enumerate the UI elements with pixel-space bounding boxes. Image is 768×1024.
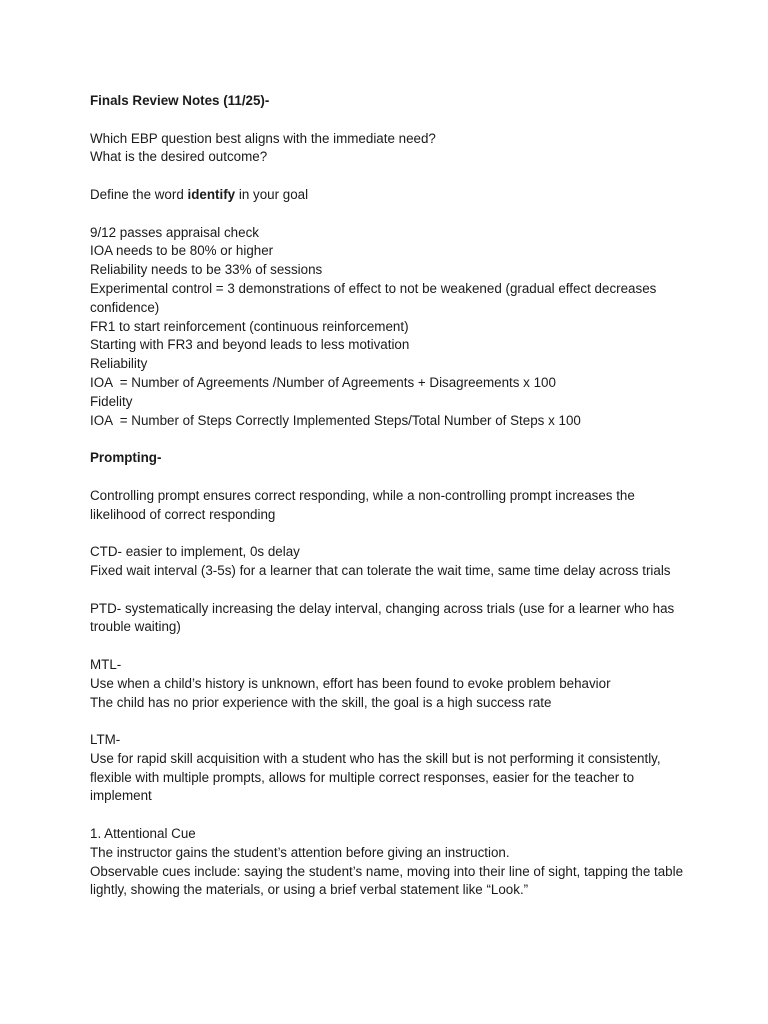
criteria-line: Fidelity <box>90 393 133 409</box>
ltm-paragraph: Use for rapid skill acquisition with a student who has the skill but is not performing it consistently, flexible with multiple prompts, allows for multiple correct responses, easier for the teacher to implement <box>90 750 665 804</box>
define-prefix: Define the word <box>90 186 188 202</box>
mtl-line: Use when a child’s history is unknown, effort has been found to evoke problem behavior <box>90 675 611 691</box>
spacer <box>90 167 690 186</box>
document-page <box>90 92 690 900</box>
criteria-line: IOA needs to be 80% or higher <box>90 243 274 259</box>
document-title: Finals Review Notes (11/25)- <box>90 93 270 108</box>
spacer <box>90 111 690 130</box>
attentional-cue-line: Observable cues include: saying the student’s name, moving into their line of sight, tapping the table lightly, showing the materials, or using a brief verbal statement like “Look.” <box>90 863 687 898</box>
define-suffix: in your goal <box>235 186 309 202</box>
ltm-heading: LTM- <box>90 732 121 748</box>
mtl-line: The child has no prior experience with the skill, the goal is a high success rate <box>90 694 552 710</box>
desired-outcome-question: What is the desired outcome? <box>90 149 268 165</box>
criteria-line: Experimental control = 3 demonstrations of effect to not be weakened (gradual effect decreases confidence) <box>90 280 661 315</box>
spacer <box>90 524 690 543</box>
criteria-line: IOA = Number of Steps Correctly Implemented Steps/Total Number of Steps x 100 <box>90 412 581 428</box>
spacer <box>90 205 690 224</box>
spacer <box>90 637 690 656</box>
define-bold-word: identify <box>187 186 236 202</box>
define-identify-line <box>90 186 690 205</box>
spacer <box>90 581 690 600</box>
spacer <box>90 712 690 731</box>
criteria-line: Reliability needs to be 33% of sessions <box>90 262 323 278</box>
controlling-prompt-paragraph: Controlling prompt ensures correct responding, while a non-controlling prompt increases the likelihood of correct responding <box>90 487 639 522</box>
ctd-line: CTD- easier to implement, 0s delay <box>90 544 300 560</box>
criteria-line: Starting with FR3 and beyond leads to less motivation <box>90 337 410 353</box>
ctd-detail: Fixed wait interval (3-5s) for a learner that can tolerate the wait time, same time delay across trials <box>90 562 671 578</box>
criteria-line: FR1 to start reinforcement (continuous reinforcement) <box>90 318 409 334</box>
criteria-line: Reliability <box>90 356 148 372</box>
attentional-cue-heading: 1. Attentional Cue <box>90 826 196 842</box>
criteria-line: IOA = Number of Agreements /Number of Agreements + Disagreements x 100 <box>90 374 556 390</box>
mtl-heading: MTL- <box>90 656 122 672</box>
spacer <box>90 468 690 487</box>
spacer <box>90 430 690 449</box>
ebp-question: Which EBP question best aligns with the immediate need? <box>90 130 436 146</box>
attentional-cue-line: The instructor gains the student’s attention before giving an instruction. <box>90 844 510 860</box>
criteria-line: 9/12 passes appraisal check <box>90 224 259 240</box>
ptd-paragraph: PTD- systematically increasing the delay interval, changing across trials (use for a learner who has trouble waiting) <box>90 600 678 635</box>
prompting-heading: Prompting- <box>90 450 162 466</box>
spacer <box>90 806 690 825</box>
